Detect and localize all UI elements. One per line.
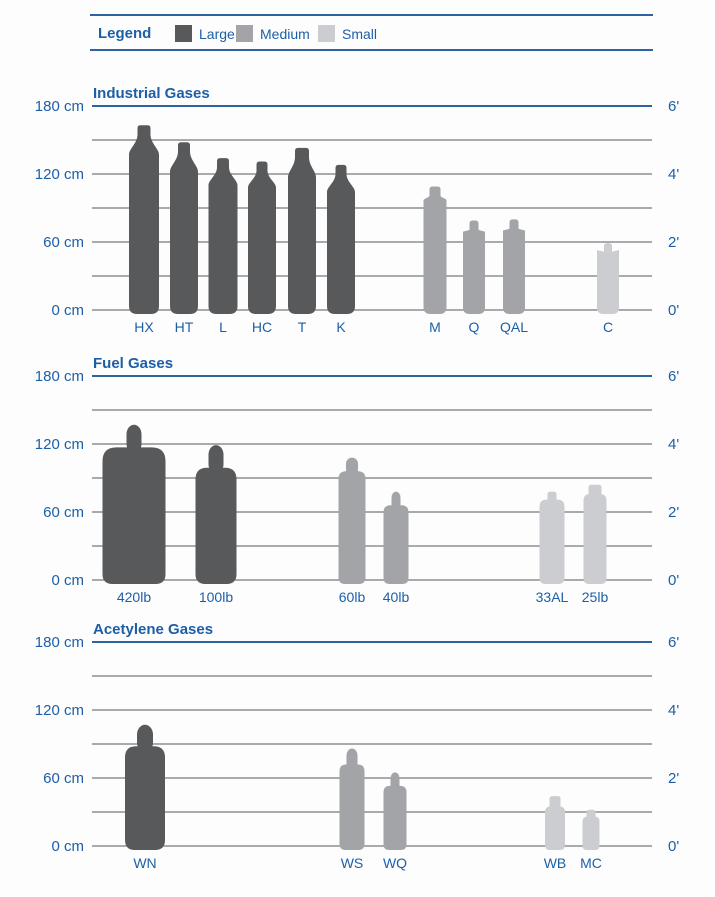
- cylinder-label-M: M: [429, 319, 441, 335]
- cylinder-valve-WQ: [391, 772, 400, 792]
- cylinder-shape-K: [327, 165, 355, 314]
- axis-label-left-0cm: 0 cm: [51, 838, 84, 855]
- cylinder-label-WS: WS: [340, 855, 364, 871]
- axis-label-right-0ft: 0': [668, 838, 680, 855]
- axis-label-left-60cm: 60 cm: [43, 770, 84, 787]
- cylinder-shape-40lb: [384, 505, 409, 584]
- cylinder-label-100lb: 100lb: [198, 589, 234, 605]
- axis-label-right-2ft: 2': [668, 770, 680, 787]
- axis-label-right-4ft: 4': [668, 702, 680, 719]
- cylinder-valve-33AL: [548, 492, 557, 504]
- cylinder-label-25lb: 25lb: [581, 589, 609, 605]
- axis-label-right-6ft: 6': [668, 634, 680, 651]
- section-title-industrial: Industrial Gases: [93, 85, 210, 102]
- cylinder-shape-HX: [129, 125, 159, 314]
- cylinder-shape-WB: [545, 806, 565, 850]
- cylinder-valve-60lb: [346, 458, 358, 478]
- axis-label-left-120cm: 120 cm: [34, 702, 84, 719]
- cylinder-shape-33AL: [540, 500, 565, 584]
- axis-label-right-2ft: 2': [668, 504, 680, 521]
- section-title-acetylene: Acetylene Gases: [93, 621, 214, 638]
- legend-label-large: Large: [199, 26, 235, 42]
- cylinder-valve-WB: [550, 796, 561, 810]
- cylinder-shape-HC: [248, 162, 276, 314]
- axis-label-right-4ft: 4': [668, 436, 680, 453]
- cylinder-shape-L: [209, 158, 238, 314]
- axis-label-left-180cm: 180 cm: [34, 368, 84, 385]
- cylinder-shape-25lb: [584, 494, 607, 584]
- cylinder-label-K: K: [336, 319, 346, 335]
- axis-label-right-6ft: 6': [668, 98, 680, 115]
- cylinder-shape-M: [424, 186, 447, 314]
- legend-label-small: Small: [342, 26, 378, 42]
- axis-label-left-60cm: 60 cm: [43, 234, 84, 251]
- cylinder-label-HX: HX: [134, 319, 154, 335]
- axis-label-left-120cm: 120 cm: [34, 436, 84, 453]
- cylinder-label-WB: WB: [543, 855, 567, 871]
- cylinder-shape-60lb: [339, 471, 366, 584]
- cylinder-shape-T: [288, 148, 316, 314]
- cylinder-label-Q: Q: [468, 319, 480, 335]
- legend-title: Legend: [98, 25, 152, 42]
- cylinder-label-33AL: 33AL: [535, 589, 569, 605]
- cylinder-label-T: T: [297, 319, 307, 335]
- cylinder-label-HC: HC: [251, 319, 273, 335]
- axis-label-right-0ft: 0': [668, 302, 680, 319]
- cylinder-label-L: L: [219, 319, 227, 335]
- cylinder-shape-Q: [463, 220, 485, 314]
- cylinder-label-40lb: 40lb: [382, 589, 410, 605]
- cylinder-shape-WS: [340, 764, 365, 850]
- cylinder-valve-MC: [587, 810, 596, 821]
- axis-label-right-2ft: 2': [668, 234, 680, 251]
- cylinder-label-WQ: WQ: [382, 855, 408, 871]
- axis-label-right-4ft: 4': [668, 166, 680, 183]
- cylinder-shape-MC: [583, 817, 600, 850]
- axis-label-left-180cm: 180 cm: [34, 98, 84, 115]
- axis-label-left-0cm: 0 cm: [51, 302, 84, 319]
- legend-label-medium: Medium: [260, 26, 310, 42]
- cylinder-shape-100lb: [196, 468, 237, 584]
- cylinder-shape-WN: [125, 746, 165, 850]
- cylinder-label-HT: HT: [174, 319, 194, 335]
- axis-label-right-0ft: 0': [668, 572, 680, 589]
- cylinder-valve-100lb: [209, 445, 224, 474]
- axis-label-left-180cm: 180 cm: [34, 634, 84, 651]
- section-title-fuel: Fuel Gases: [93, 355, 174, 372]
- cylinder-shape-420lb: [103, 447, 166, 584]
- cylinder-shape-WQ: [384, 786, 407, 850]
- cylinder-valve-25lb: [589, 485, 602, 498]
- cylinder-label-WN: WN: [133, 855, 157, 871]
- cylinder-valve-420lb: [127, 425, 142, 454]
- cylinder-valve-WN: [137, 725, 153, 753]
- cylinder-label-60lb: 60lb: [338, 589, 366, 605]
- cylinder-shape-C: [597, 243, 619, 314]
- axis-label-right-6ft: 6': [668, 368, 680, 385]
- cylinder-shape-HT: [170, 142, 198, 314]
- cylinder-label-420lb: 420lb: [116, 589, 152, 605]
- cylinder-label-MC: MC: [580, 855, 602, 871]
- cylinder-label-C: C: [602, 319, 614, 335]
- axis-label-left-60cm: 60 cm: [43, 504, 84, 521]
- cylinder-shape-QAL: [503, 219, 525, 314]
- axis-label-left-120cm: 120 cm: [34, 166, 84, 183]
- cylinder-valve-40lb: [392, 492, 401, 512]
- cylinder-valve-WS: [347, 749, 358, 771]
- axis-label-left-0cm: 0 cm: [51, 572, 84, 589]
- cylinder-label-QAL: QAL: [499, 319, 529, 335]
